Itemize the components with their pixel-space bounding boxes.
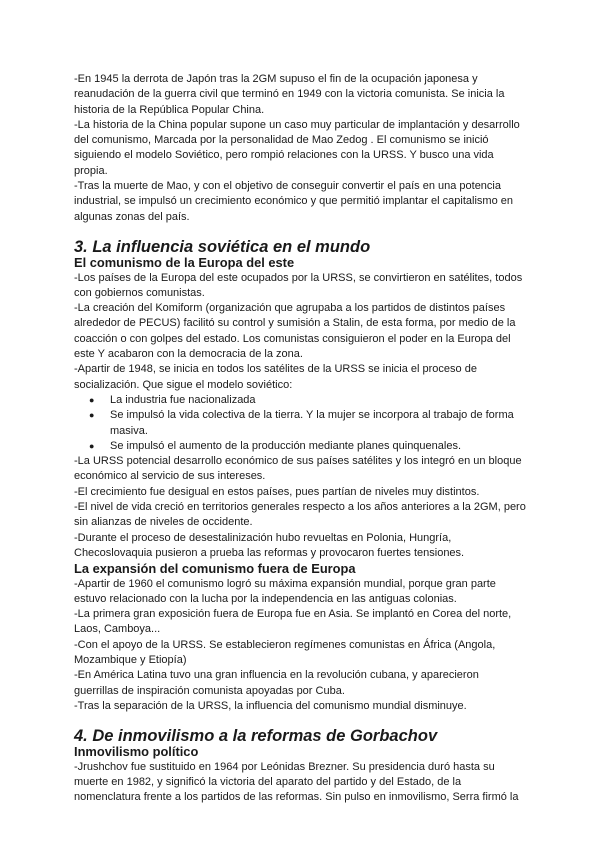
bullet-list [74, 393, 526, 454]
paragraph: -Jrushchov fue sustituido en 1964 por Leónidas Brezner. Su presidencia duró hasta su muerte en 1982, y significó la victoria del aparato del partido y del Estado, de la nomenclatura frente a los partidos de las reformas. Sin pulso en inmovilismo, Serra firmó la [74, 760, 519, 804]
paragraph: -Los países de la Europa del este ocupados por la URSS, se convirtieron en satélites, todos con gobiernos comunistas. [74, 271, 523, 299]
section-3-subheading-expansion: La expansión del comunismo fuera de Europa [74, 561, 356, 577]
list-item-text: Se impulsó la vida colectiva de la tierra. Y la mujer se incorpora al trabajo de forma masiva. [110, 409, 514, 437]
intro-paragraph-2: -La historia de la China popular supone un caso muy particular de implantación y desarrollo del comunismo, Marcada por la personalidad de Mao Zedog . El comunismo se inició siguiendo el modelo Soviético, pero rompió relaciones con la URSS. Y busco una vida propia. [74, 118, 520, 177]
paragraph: -En América Latina tuvo una gran influencia en la revolución cubana, y aparecieron guerrillas de inspiración comunista apoyadas por Cuba. [74, 669, 479, 697]
bullet-icon: ● [89, 440, 95, 451]
section-3-title: 3. La influencia soviética en el mundo [74, 237, 371, 256]
paragraph: -La creación del Komiform (organización que agrupaba a los partidos de distintos países alrededor de PECUS) facilitó su control y sumisión a Stalin, de esta forma, por medio de la coacción o con golpes del estado. Los comunistas consiguieron el poder en la Europa del este Y acabaron con la democracia de la zona. [74, 302, 516, 361]
paragraph: -Con el apoyo de la URSS. Se establecieron regímenes comunistas en África (Angola, Mozambique y Etiopía) [74, 638, 496, 666]
document-page [74, 72, 526, 806]
paragraph: -Apartir de 1960 el comunismo logró su máxima expansión mundial, porque gran parte estuvo relacionado con la lucha por la independencia en las antiguas colonias. [74, 577, 496, 605]
paragraph: -Tras la separación de la URSS, la influencia del comunismo mundial disminuye. [74, 699, 467, 712]
paragraph: -La primera gran exposición fuera de Europa fue en Asia. Se implantó en Corea del norte, Laos, Camboya... [74, 608, 512, 636]
list-item-text: La industria fue nacionalizada [110, 393, 256, 406]
paragraph: -El nivel de vida creció en territorios generales respecto a los años anteriores a la 2GM, pero sin alianzas de niveles de occidente. [74, 501, 526, 529]
bullet-icon: ● [89, 394, 95, 405]
paragraph: -La URSS potencial desarrollo económico de sus países satélites y los integró en un bloque económico al servicio de sus intereses. [74, 455, 522, 483]
intro-paragraph-1: -En 1945 la derrota de Japón tras la 2GM supuso el fin de la ocupación japonesa y reanudación de la guerra civil que terminó en 1949 con la victoria comunista. Se inicia la historia de la República Popular China. [74, 73, 505, 116]
section-4-title: 4. De inmovilismo a la reformas de Gorbachov [74, 727, 438, 746]
paragraph: -Apartir de 1948, se inicia en todos los satélites de la URSS se inicia el proceso de socialización. Que sigue el modelo soviético: [74, 363, 477, 391]
list-item [74, 393, 526, 408]
section-3-subheading-europe-east: El comunismo de la Europa del este [74, 255, 295, 271]
paragraph: -Durante el proceso de desestalinización hubo revueltas en Polonia, Hungría, Checoslovaquia pusieron a prueba las reformas y provocaron fuertes tensiones. [74, 531, 465, 559]
intro-paragraph-3: -Tras la muerte de Mao, y con el objetivo de conseguir convertir el país en una potencia industrial, se impulsó un crecimiento económico y que permitió implantar el capitalismo en algunas zonas del país. [74, 180, 513, 223]
list-item [74, 439, 526, 454]
list-item-text: Se impulsó el aumento de la producción mediante planes quinquenales. [110, 439, 462, 452]
bullet-icon: ● [89, 410, 95, 421]
list-item [74, 408, 526, 439]
section-4-subheading-inmovilismo: Inmovilismo político [74, 744, 199, 760]
paragraph: -El crecimiento fue desigual en estos países, pues partían de niveles muy distintos. [74, 485, 480, 498]
